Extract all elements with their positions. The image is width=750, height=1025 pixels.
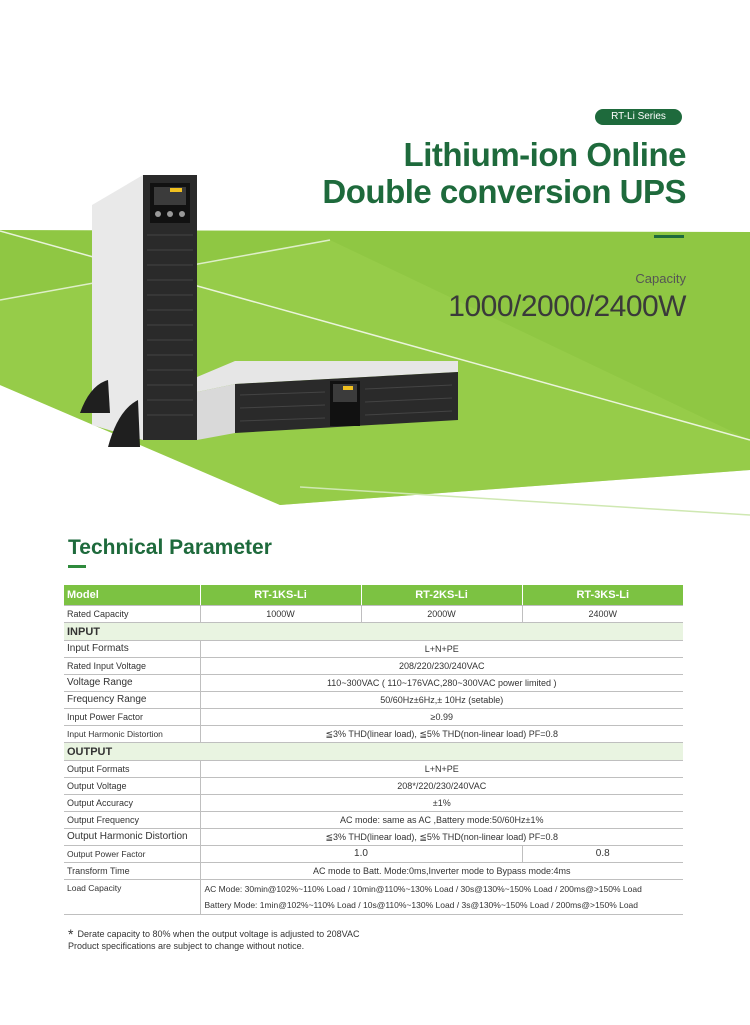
row-value: 2000W [361,606,522,623]
row-value: ≦3% THD(linear load), ≦5% THD(non-linear load) PF=0.8 [200,829,683,846]
row-value: ≦3% THD(linear load), ≦5% THD(non-linear load) PF=0.8 [200,726,683,743]
table-row [64,675,683,692]
section-divider [68,565,86,568]
row-value: 208/220/230/240VAC [200,658,683,675]
table-row [64,812,683,829]
row-value: L+N+PE [200,761,683,778]
section-row-input [64,623,683,641]
section-label: OUTPUT [64,743,683,761]
footnote-line-1 [68,928,359,940]
row-value: AC mode to Batt. Mode:0ms,Inverter mode to Bypass mode:4ms [200,863,683,880]
row-value: 50/60Hz±6Hz,± 10Hz (setable) [200,692,683,709]
row-value: 2400W [522,606,683,623]
row-label: Voltage Range [64,675,200,692]
row-label: Input Power Factor [64,709,200,726]
row-label: Rated Input Voltage [64,658,200,675]
table-row [64,761,683,778]
capacity-label: Capacity [635,271,686,286]
header-rt-3ks: RT-3KS-Li [522,585,683,606]
table-row [64,778,683,795]
table-row [64,880,683,915]
table-row [64,795,683,812]
row-label: Input Formats [64,641,200,658]
table-row [64,863,683,880]
table-row [64,641,683,658]
title-line-1: Lithium-ion Online [403,136,686,173]
row-label: Output Frequency [64,812,200,829]
header-rt-2ks: RT-2KS-Li [361,585,522,606]
spec-table [64,585,683,915]
row-value: ±1% [200,795,683,812]
load-ac-mode: AC Mode: 30min@102%~110% Load / 10min@110%~130% Load / 30s@130%~150% Load / 200ms@>150% Load [204,884,642,894]
footnote-line-2: Product specifications are subject to change without notice. [68,941,305,951]
row-value: ≥0.99 [200,709,683,726]
row-value: AC mode: same as AC ,Battery mode:50/60Hz±1% [200,812,683,829]
row-label: Output Power Factor [64,846,200,863]
row-value: 1.0 [200,846,522,863]
row-label: Load Capacity [64,880,200,915]
row-value: L+N+PE [200,641,683,658]
table-header-row [64,585,683,606]
series-badge: RT-Li Series [595,109,682,125]
load-battery-mode: Battery Mode: 1min@102%~110% Load / 10s@110%~130% Load / 3s@130%~150% Load / 200ms@>150% Load [204,900,639,910]
row-label: Rated Capacity [64,606,200,623]
table-row [64,726,683,743]
row-value: 0.8 [522,846,683,863]
table-row [64,692,683,709]
row-value: 110~300VAC ( 110~176VAC,280~300VAC power limited ) [200,675,683,692]
section-label: INPUT [64,623,683,641]
header-rt-1ks: RT-1KS-Li [200,585,361,606]
row-label: Output Voltage [64,778,200,795]
row-label: Input Harmonic Distortion [64,726,200,743]
row-label: Frequency Range [64,692,200,709]
row-value [200,880,683,915]
title-divider [654,235,684,238]
table-row [64,829,683,846]
row-label: Output Harmonic Distortion [64,829,200,846]
table-row [64,709,683,726]
table-row [64,606,683,623]
product-title [322,136,686,210]
row-value: 208*/220/230/240VAC [200,778,683,795]
row-label: Transform Time [64,863,200,880]
row-value: 1000W [200,606,361,623]
title-line-2: Double conversion UPS [322,173,686,210]
section-row-output [64,743,683,761]
section-title: Technical Parameter [68,536,272,559]
tower-ups-image [80,175,197,447]
row-label: Output Accuracy [64,795,200,812]
footnote [68,928,359,952]
row-label: Output Formats [64,761,200,778]
header-model: Model [64,585,200,606]
asterisk-icon: * [68,926,74,942]
capacity-value: 1000/2000/2400W [448,290,686,323]
table-row [64,658,683,675]
footnote-text-1: Derate capacity to 80% when the output voltage is adjusted to 208VAC [77,929,360,939]
table-row [64,846,683,863]
